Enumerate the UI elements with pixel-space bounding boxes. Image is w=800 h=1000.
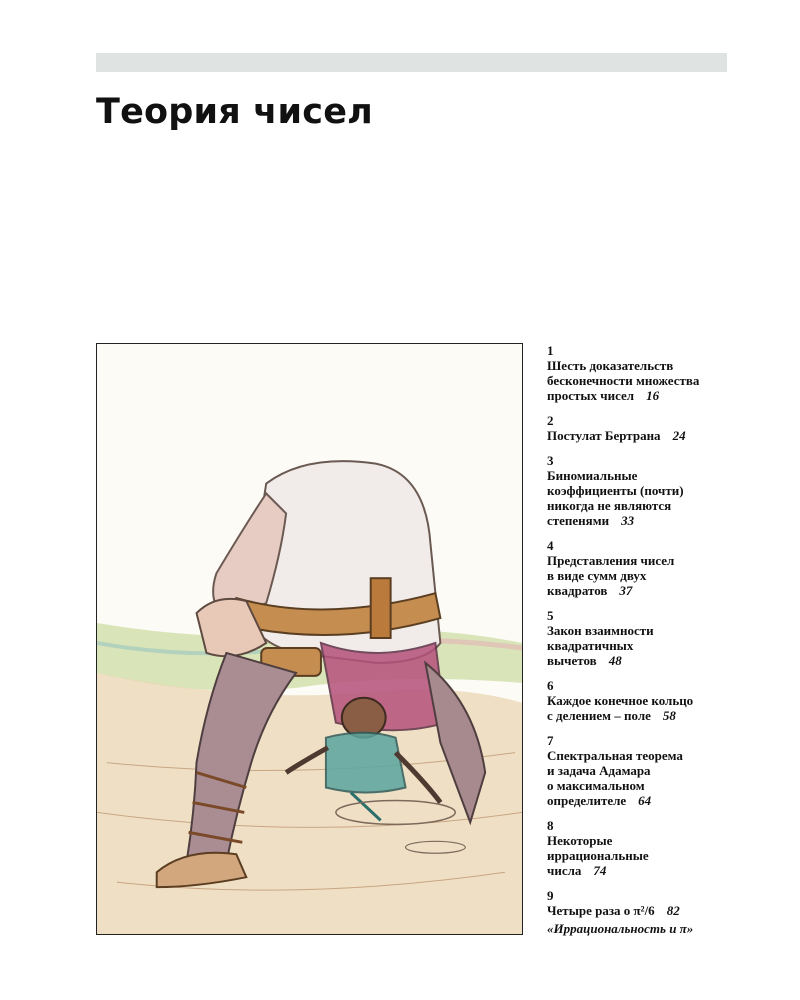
toc-chapter-title-line: Четыре раза о π²/6 [547,903,655,918]
toc-chapter-number: 7 [547,733,554,748]
toc-chapter-title-line: в виде сумм двух [547,568,647,583]
toc-chapter-title-line: квадратичных [547,638,634,653]
toc-chapter-title-line: иррациональные [547,848,649,863]
toc-page-number: 74 [593,863,607,878]
toc-page-number: 37 [619,583,633,598]
toc-entry-6[interactable] [547,678,737,723]
toc-entry-1[interactable] [547,343,737,403]
toc-chapter-title-line: с делением – поле [547,708,651,723]
toc-chapter-number: 2 [547,413,554,428]
footer-reference: «Иррациональность и π» [547,921,694,936]
toc-chapter-title-line: вычетов [547,653,597,668]
table-of-contents [547,343,737,928]
toc-chapter-number: 6 [547,678,554,693]
toc-chapter-title-line: числа [547,863,582,878]
toc-page-number: 58 [662,708,676,723]
header-bar [96,53,727,72]
toc-chapter-title-line: Биномиальные [547,468,638,483]
toc-chapter-title-line: степенями [547,513,610,528]
toc-entry-7[interactable] [547,733,737,808]
toc-entry-9[interactable] [547,888,737,918]
toc-chapter-title-line: квадратов [547,583,608,598]
toc-page-number: 16 [646,388,660,403]
toc-chapter-title-line: о максимальном [547,778,645,793]
page-title: Теория чисел [96,92,373,132]
toc-page-number: 64 [638,793,652,808]
toc-chapter-title-line: Некоторые [547,833,613,848]
toc-chapter-title-line: Постулат Бертрана [547,428,661,443]
toc-chapter-title-line: Спектральная теорема [547,748,683,763]
toc-chapter-number: 4 [547,538,554,553]
toc-chapter-title-line: Закон взаимности [547,623,654,638]
toc-chapter-title-line: Шесть доказательств [547,358,674,373]
toc-entry-4[interactable] [547,538,737,598]
toc-chapter-number: 1 [547,343,554,358]
giant-and-mathematician-illustration [97,344,522,934]
toc-chapter-title-line: коэффициенты (почти) [547,483,684,498]
toc-page-number: 33 [621,513,635,528]
toc-chapter-title-line: Представления чисел [547,553,675,568]
toc-entry-2[interactable] [547,413,737,443]
toc-chapter-title-line: определителе [547,793,627,808]
illustration-frame [96,343,523,935]
toc-entry-5[interactable] [547,608,737,668]
toc-chapter-number: 9 [547,888,554,903]
toc-page-number: 24 [672,428,686,443]
toc-chapter-number: 5 [547,608,554,623]
toc-chapter-number: 8 [547,818,554,833]
toc-page-number: 48 [608,653,622,668]
toc-chapter-title-line: и задача Адамара [547,763,651,778]
toc-page-number: 82 [666,903,680,918]
toc-chapter-title-line: простых чисел [547,388,635,403]
toc-chapter-title-line: Каждое конечное кольцо [547,693,694,708]
toc-entry-8[interactable] [547,818,737,878]
toc-chapter-title-line: никогда не являются [547,498,672,513]
toc-entry-3[interactable] [547,453,737,528]
toc-chapter-number: 3 [547,453,554,468]
toc-chapter-title-line: бесконечности множества [547,373,700,388]
